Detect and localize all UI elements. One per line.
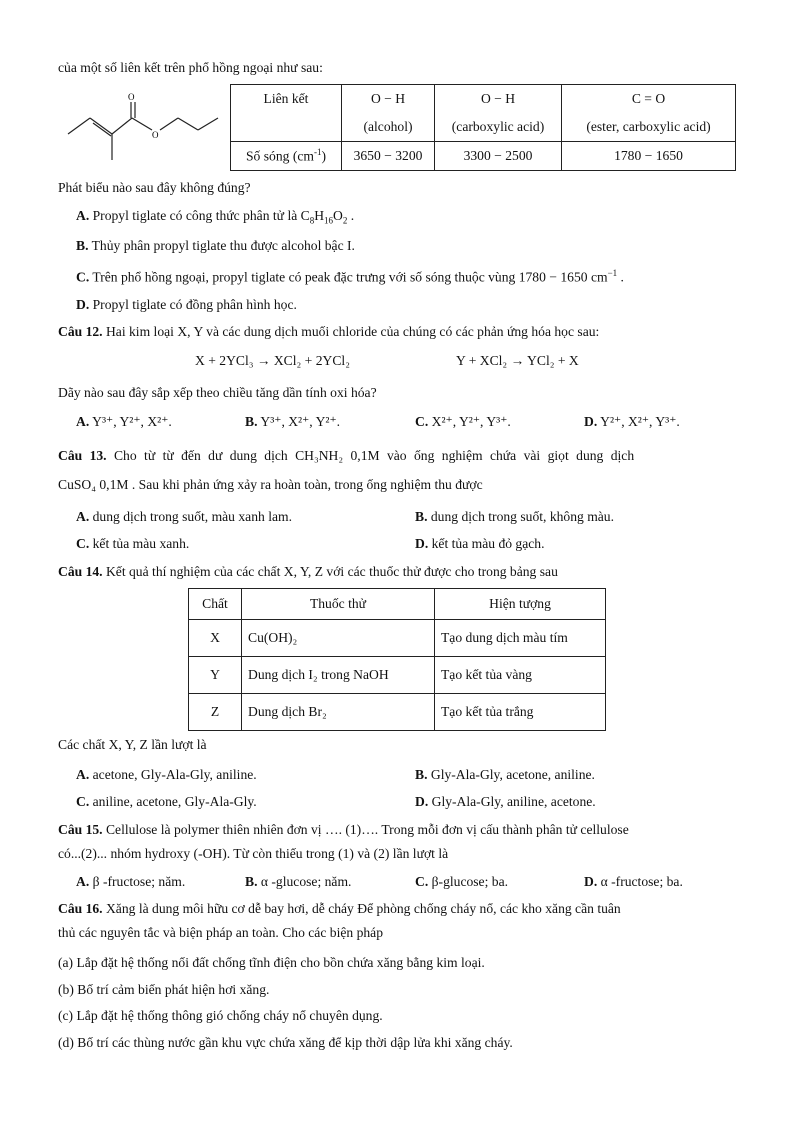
q11-option-c[interactable]: C. Trên phổ hồng ngoại, propyl tiglate có peak đặc trưng với số sóng thuộc vùng 1780 − 1650 $cm^{-1}$ . — [76, 268, 624, 285]
q12-b-text: Y³⁺, X²⁺, Y²⁺. — [260, 414, 341, 429]
q15-d-label: D. — [584, 874, 598, 889]
q16-item-d: (d) Bố trí các thùng nước gần khu vực chứa xăng để kịp thời dập lửa khi xăng cháy. — [58, 1035, 513, 1050]
q14-d-label: D. — [415, 794, 429, 809]
q11-b-text: Thủy phân propyl tiglate thu được alcohol bậc I. — [91, 238, 355, 253]
q16-item-a: (a) Lắp đặt hệ thống nối đất chống tĩnh điện cho bồn chứa xăng bằng kim loại. — [58, 955, 485, 970]
q13-option-b[interactable] — [415, 509, 614, 525]
q12-option-c[interactable] — [415, 414, 511, 430]
ir-row2-label — [231, 142, 342, 171]
q16-stem-2: thủ các nguyên tắc và biện pháp an toàn. Cho các biện pháp — [58, 925, 383, 940]
q12-b-label: B. — [245, 414, 258, 429]
q15-option-b[interactable] — [245, 874, 351, 890]
q14-row3-phenomenon: Tạo kết tủa trắng — [435, 694, 606, 731]
q14-header-substance: Chất — [189, 589, 242, 620]
ir-col1-range: 3650 − 3200 — [342, 142, 435, 171]
q12-option-b[interactable] — [245, 414, 340, 430]
q15-stem-1 — [58, 822, 629, 838]
q12-option-d[interactable] — [584, 414, 680, 430]
q14-label: Câu 14. — [58, 564, 103, 579]
q14-header-phenomenon: Hiện tượng — [435, 589, 606, 620]
q11-d-label: D. — [76, 297, 90, 312]
q14-b-label: B. — [415, 767, 428, 782]
q12-c-label: C. — [415, 414, 429, 429]
q14-option-d[interactable] — [415, 794, 596, 810]
q11-b-label: B. — [76, 238, 89, 253]
q14-a-text: acetone, Gly-Ala-Gly, aniline. — [92, 767, 257, 782]
q15-c-label: C. — [415, 874, 429, 889]
q13-stem1-text: Cho từ từ đến dư dung dịch CH₃NH₂ 0,1M vào ống nghiệm chứa vài giọt dung dịch — [113, 448, 635, 463]
q15-b-label: B. — [245, 874, 258, 889]
q11-stem: Phát biểu nào sau đây không đúng? — [58, 180, 251, 195]
q13-d-text: kết tủa màu đỏ gạch. — [431, 536, 545, 551]
q13-stem-1 — [58, 448, 634, 464]
q16-item-c: (c) Lắp đặt hệ thống thông gió chống cháy nổ chuyên dụng. — [58, 1008, 383, 1023]
q11-option-a[interactable]: A. Propyl tiglate có công thức phân tử là $C_8H_{16}O_2$ . — [76, 208, 355, 226]
q12-equation-1: X + 2YCl₃ → XCl₂ + 2YCl₂ — [195, 353, 350, 368]
q13-d-label: D. — [415, 536, 429, 551]
carbonyl-oxygen-label: O — [128, 92, 135, 102]
q11-c-label: C. — [76, 269, 90, 285]
q15-c-text: β-glucose; ba. — [431, 874, 508, 889]
q15-label: Câu 15. — [58, 822, 103, 837]
ir-col3-range: 1780 − 1650 — [562, 142, 736, 171]
q15-d-text: α -fructose; ba. — [600, 874, 683, 889]
q13-option-d[interactable] — [415, 536, 545, 552]
q14-b-text: Gly-Ala-Gly, acetone, aniline. — [430, 767, 595, 782]
ir-col1-bond: O − H — [342, 85, 435, 114]
ir-row2-label-text: Số sóng (cm — [246, 148, 314, 164]
q16-label: Câu 16. — [58, 901, 103, 916]
q14-row3-reagent: Dung dịch Br₂ — [242, 694, 435, 731]
intro-text: của một số liên kết trên phổ hồng ngoại như sau: — [58, 60, 323, 75]
q14-row2-reagent: Dung dịch I₂ trong NaOH — [242, 657, 435, 694]
q13-c-text: kết tủa màu xanh. — [92, 536, 190, 551]
q15-option-a[interactable] — [76, 874, 185, 890]
q13-stem-2: CuSO₄ 0,1M . Sau khi phản ứng xảy ra hoàn toàn, trong ống nghiệm thu được — [58, 477, 483, 492]
q14-c-text: aniline, acetone, Gly-Ala-Gly. — [92, 794, 257, 809]
q16-stem-1 — [58, 901, 621, 917]
q13-c-label: C. — [76, 536, 90, 551]
ir-row2-close: ) — [321, 148, 326, 164]
q12-d-label: D. — [584, 414, 598, 429]
q16-stem1-text: Xăng là dung môi hữu cơ dễ bay hơi, dễ cháy Để phòng chống cháy nổ, các kho xăng cần tuân — [105, 901, 621, 916]
ir-col2-type: (carboxylic acid) — [435, 113, 562, 142]
q12-c-text: X²⁺, Y²⁺, Y³⁺. — [431, 414, 511, 429]
q11-option-d[interactable] — [76, 297, 297, 313]
q12-a-label: A. — [76, 414, 90, 429]
q14-option-c[interactable] — [76, 794, 257, 810]
q13-option-c[interactable] — [76, 536, 189, 552]
q14-option-a[interactable] — [76, 767, 257, 783]
q14-d-text: Gly-Ala-Gly, aniline, acetone. — [431, 794, 596, 809]
q14-c-label: C. — [76, 794, 90, 809]
q14-row2-substance: Y — [189, 657, 242, 694]
q14-row1-phenomenon: Tạo dung dịch màu tím — [435, 620, 606, 657]
q12-label: Câu 12. — [58, 324, 103, 339]
q14-stem — [58, 564, 558, 580]
q11-c-text: Trên phổ hồng ngoại, propyl tiglate có peak đặc trưng với số sóng thuộc vùng 1780 − 1650 cm — [92, 269, 608, 285]
q13-b-text: dung dịch trong suốt, không màu. — [430, 509, 614, 524]
q15-option-d[interactable] — [584, 874, 683, 890]
q12-stem — [58, 324, 599, 340]
q14-option-b[interactable] — [415, 767, 595, 783]
q15-a-label: A. — [76, 874, 90, 889]
q15-a-text: β -fructose; năm. — [92, 874, 186, 889]
q16-item-b: (b) Bố trí cảm biến phát hiện hơi xăng. — [58, 982, 270, 997]
q15-option-c[interactable] — [415, 874, 508, 890]
q12-d-text: Y²⁺, X²⁺, Y³⁺. — [600, 414, 680, 429]
q13-a-text: dung dịch trong suốt, màu xanh lam. — [92, 509, 292, 524]
ir-col2-bond: O − H — [435, 85, 562, 114]
q14-results-table — [188, 588, 606, 731]
propyl-tiglate-structure — [60, 90, 230, 170]
ir-col3-type: (ester, carboxylic acid) — [562, 113, 736, 142]
q11-d-text: Propyl tiglate có đồng phân hình học. — [92, 297, 297, 312]
q14-row2-phenomenon: Tạo kết tủa vàng — [435, 657, 606, 694]
q12-a-text: Y³⁺, Y²⁺, X²⁺. — [92, 414, 172, 429]
q13-option-a[interactable] — [76, 509, 292, 525]
q12-stem-text: Hai kim loại X, Y và các dung dịch muối chloride của chúng có các phản ứng hóa học sau: — [105, 324, 600, 339]
ir-row2-sup: -1 — [313, 147, 322, 158]
q12-equation-2: Y + XCl₂ → YCl₂ + X — [456, 353, 579, 368]
q12-option-a[interactable] — [76, 414, 172, 430]
q14-row1-reagent: Cu(OH)₂ — [242, 620, 435, 657]
q15-b-text: α -glucose; năm. — [260, 874, 352, 889]
q14-row3-substance: Z — [189, 694, 242, 731]
q14-a-label: A. — [76, 767, 90, 782]
ester-oxygen-label: O — [152, 130, 159, 140]
q15-stem-2: có...(2)... nhóm hydroxy (-OH). Từ còn thiếu trong (1) và (2) lần lượt là — [58, 846, 449, 861]
ir-col2-range: 3300 − 2500 — [435, 142, 562, 171]
q11-a-label: A. — [76, 208, 90, 223]
q11-a-text: Propyl tiglate có công thức phân tử là C — [92, 208, 310, 223]
q14-header-reagent: Thuốc thử — [242, 589, 435, 620]
ir-col1-type: (alcohol) — [342, 113, 435, 142]
q14-row1-substance: X — [189, 620, 242, 657]
q14-question: Các chất X, Y, Z lần lượt là — [58, 737, 207, 752]
q15-stem1-text: Cellulose là polymer thiên nhiên đơn vị …. (1)…. Trong mỗi đơn vị cấu thành phân tử cellulose — [105, 822, 629, 837]
ir-table — [230, 84, 736, 171]
q13-label: Câu 13. — [58, 448, 107, 463]
ir-header-label: Liên kết — [231, 85, 342, 142]
q11-option-b[interactable] — [76, 238, 355, 254]
q14-stem-text: Kết quả thí nghiệm của các chất X, Y, Z với các thuốc thử được cho trong bảng sau — [105, 564, 558, 579]
q13-b-label: B. — [415, 509, 428, 524]
q12-question: Dãy nào sau đây sắp xếp theo chiều tăng dần tính oxi hóa? — [58, 385, 377, 400]
ir-col3-bond: C = O — [562, 85, 736, 114]
q13-a-label: A. — [76, 509, 90, 524]
